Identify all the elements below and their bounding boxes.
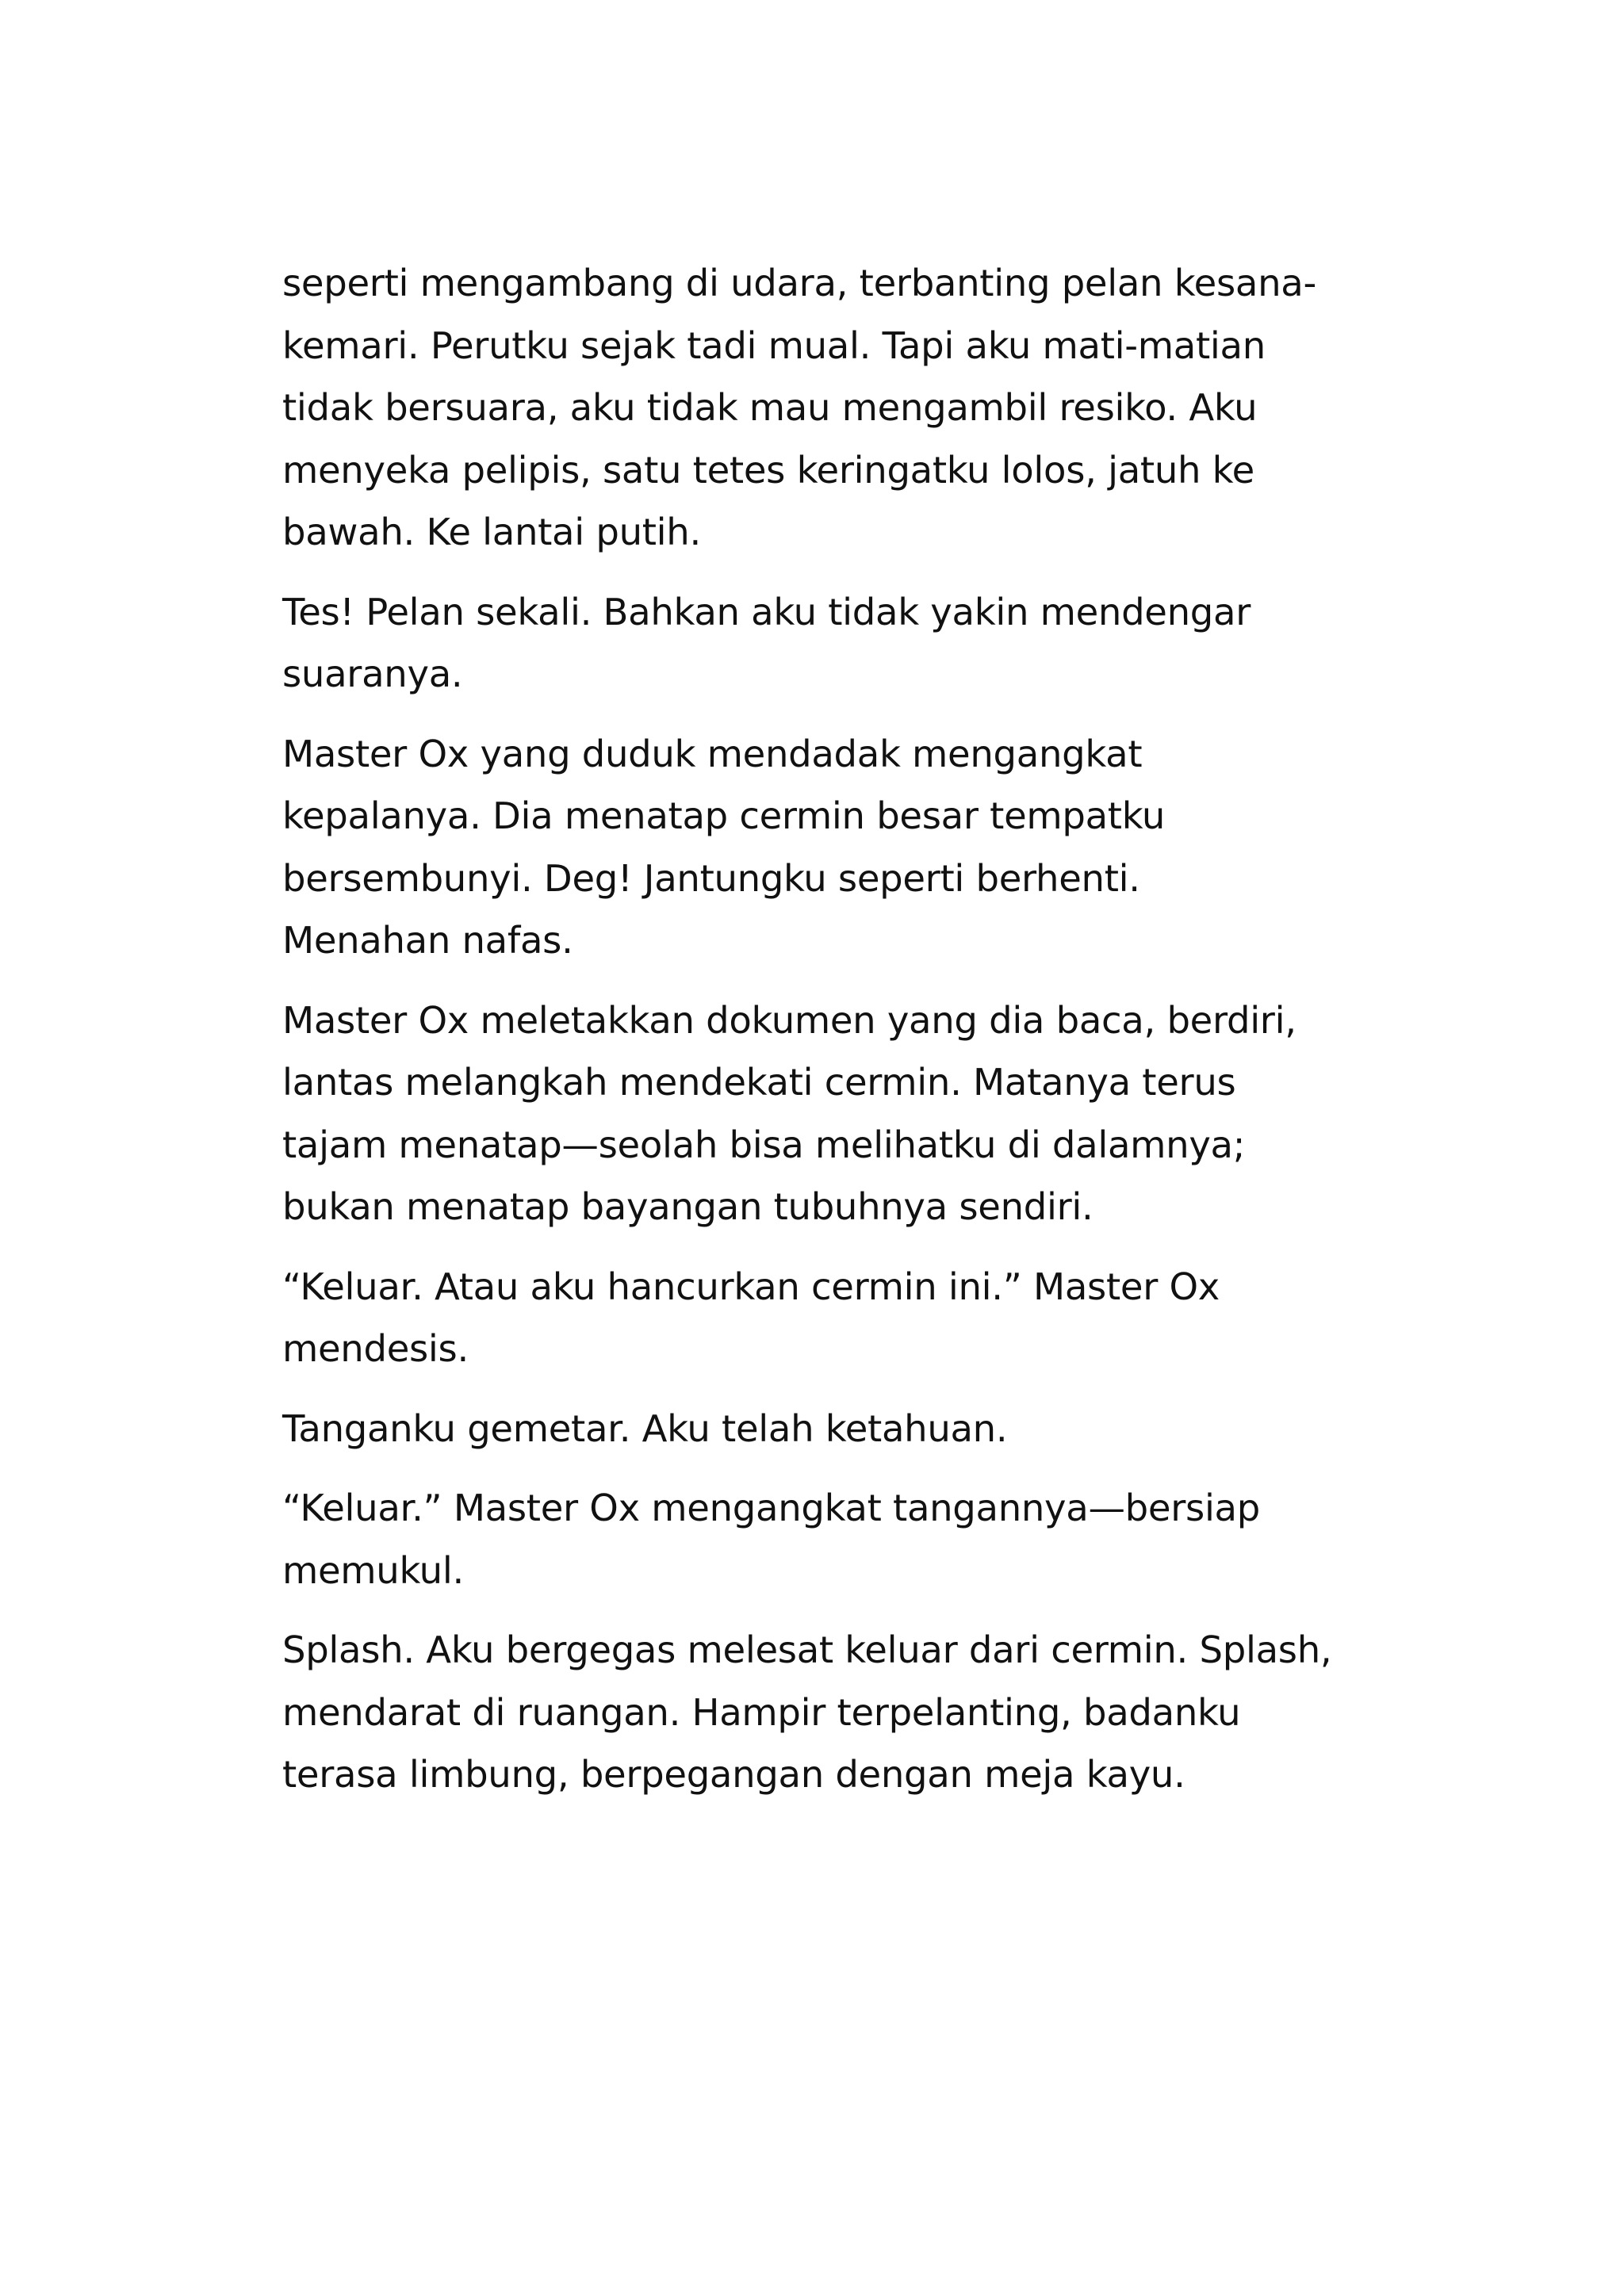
text-line: tajam menatap—seolah bisa melihatku di dalamnya;	[282, 1123, 1246, 1166]
text-line: “Keluar.” Master Ox mengangkat tangannya—bersiap	[282, 1487, 1260, 1529]
paragraph-8	[282, 1619, 1392, 1806]
text-line: mendarat di ruangan. Hampir terpelanting, badanku	[282, 1690, 1241, 1734]
paragraph-2	[282, 581, 1392, 706]
paragraph-1	[282, 252, 1392, 564]
text-line: bawah. Ke lantai putih.	[282, 511, 701, 553]
paragraph-5	[282, 1256, 1392, 1380]
paragraph-4	[282, 989, 1392, 1238]
text-line: Menahan nafas.	[282, 919, 573, 962]
text-line: Tanganku gemetar. Aku telah ketahuan.	[282, 1406, 1008, 1450]
text-line: Master Ox yang duduk mendadak mengangkat	[282, 732, 1143, 775]
text-line: “Keluar. Atau aku hancurkan cermin ini.” Master Ox	[282, 1265, 1220, 1308]
text-line: bersembunyi. Deg! Jantungku seperti berhenti.	[282, 856, 1140, 900]
text-line: memukul.	[282, 1548, 464, 1592]
text-line: kepalanya. Dia menatap cermin besar tempatku	[282, 794, 1166, 837]
paragraph-7	[282, 1477, 1392, 1601]
text-line: lantas melangkah mendekati cermin. Matanya terus	[282, 1061, 1236, 1104]
text-line: mendesis.	[282, 1327, 469, 1370]
text-line: bukan menatap bayangan tubuhnya sendiri.	[282, 1185, 1094, 1228]
text-line: Master Ox meletakkan dokumen yang dia baca, berdiri,	[282, 998, 1297, 1042]
text-line: menyeka pelipis, satu tetes keringatku lolos, jatuh ke	[282, 448, 1254, 492]
paragraph-3	[282, 723, 1392, 972]
text-line: suaranya.	[282, 652, 463, 695]
paragraph-6	[282, 1398, 1392, 1460]
text-line: Splash. Aku bergegas melesat keluar dari cermin. Splash,	[282, 1628, 1332, 1671]
text-line: Tes! Pelan sekali. Bahkan aku tidak yakin mendengar	[282, 590, 1251, 633]
text-line: kemari. Perutku sejak tadi mual. Tapi aku mati-matian	[282, 323, 1266, 367]
text-line: tidak bersuara, aku tidak mau mengambil resiko. Aku	[282, 386, 1258, 429]
text-line: seperti mengambang di udara, terbanting pelan kesana-	[282, 262, 1316, 304]
text-line: terasa limbung, berpegangan dengan meja kayu.	[282, 1753, 1185, 1796]
page-body-text	[282, 252, 1392, 1823]
